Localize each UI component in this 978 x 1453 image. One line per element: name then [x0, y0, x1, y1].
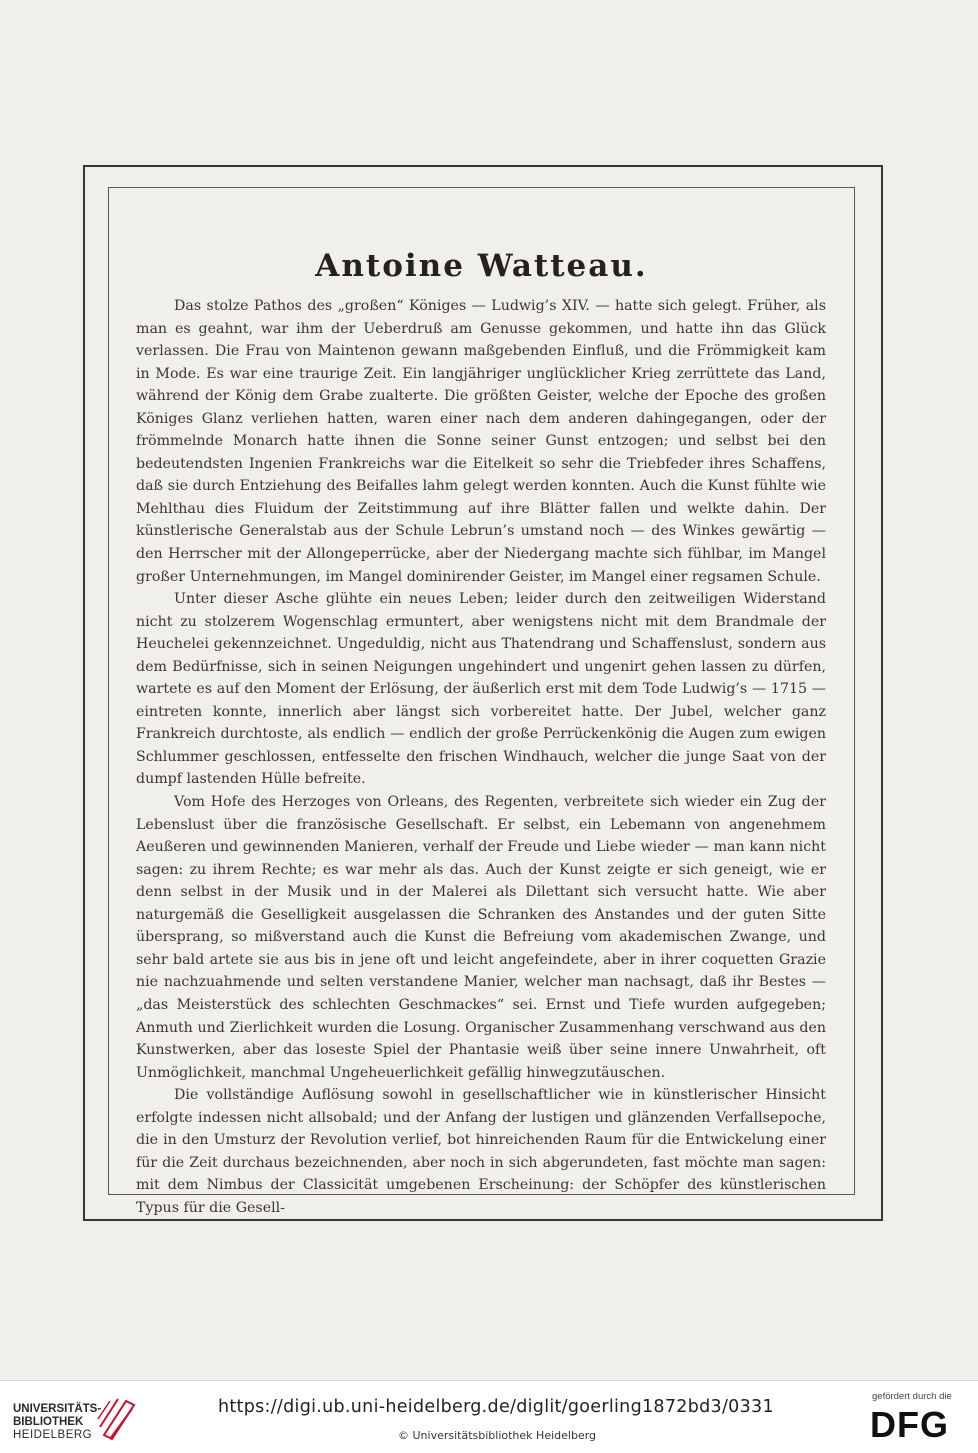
article-title: Antoine Watteau.	[315, 248, 648, 284]
library-name-line-2: BIBLIOTHEK	[13, 1416, 84, 1428]
viewer-footer	[0, 1380, 978, 1453]
permalink-url[interactable]: https://digi.ub.uni-heidelberg.de/diglit/goerling1872bd3/0331	[218, 1397, 774, 1417]
funding-label: gefördert durch die	[872, 1391, 952, 1402]
copyright-notice: © Universitätsbibliothek Heidelberg	[398, 1429, 597, 1442]
article-body	[136, 295, 826, 1219]
paragraph-1: Das stolze Pathos des „großen“ Königes — Ludwig’s XIV. — hatte sich gelegt. Früher, als man es geahnt, war ihm der Ueberdruß am Genusse gekommen, und hatte ihn das Glück verlassen. Die Frau von Maintenon gewann maßgebenden Einfluß, und die Frömmigkeit kam in Mode. Es war eine traurige Zeit. Ein langjähriger unglücklicher Krieg zerrüttete das Land, während der König dem Grabe zualterte. Die größten Geister, welche der Epoche des großen Königes Glanz verliehen hatten, waren einer nach dem anderen dahingegangen, oder der frömmelnde Monarch hatte ihnen die Sonne seiner Gunst entzogen; und selbst bei den bedeutendsten Ingenien Frankreichs war die Eitelkeit so sehr die Triebfeder ihres Schaffens, daß sie durch Entziehung des Beifalles lahm gelegt werden konnten. Auch die Kunst fühlte wie Mehlthau dies Fluidum der Zeitstimmung auf ihre Blätter fallen und welkte dahin. Der künstlerische Generalstab aus der Schule Lebrun’s umstand noch — des Winkes gewärtig — den Herrscher mit der Allongeperrücke, aber der Niedergang machte sich fühlbar, im Mangel großer Unternehmungen, im Mangel dominirender Geister, im Mangel einer regsamen Schule.	[136, 298, 826, 585]
library-logo-icon[interactable]	[96, 1395, 140, 1441]
paragraph-2: Unter dieser Asche glühte ein neues Leben; leider durch den zeitweiligen Widerstand nicht zu stolzerem Wogenschlag ermuntert, aber wenigstens nicht mit dem Brandmale der Heuchelei gekennzeichnet. Ungeduldig, nicht aus Thatendrang und Schaffenslust, sondern aus dem Bedürfnisse, sich in seinen Neigungen ungehindert und ungenirt gehen lassen zu dürfen, wartete es auf den Moment der Erlösung, der äußerlich erst mit dem Tode Ludwig’s — 1715 — eintreten konnte, innerlich aber längst sich vorbereitet hatte. Der Jubel, welcher ganz Frankreich durchtoste, als endlich — endlich der große Perrückenkönig die Augen zum ewigen Schlummer geschlossen, entfesselte den frischen Windhauch, welcher die junge Saat von der dumpf lastenden Hülle befreite.	[136, 591, 826, 788]
paragraph-4: Die vollständige Auflösung sowohl in gesellschaftlicher wie in künstlerischer Hinsicht erfolgte indessen nicht allsobald; und der Anfang der lustigen und glänzenden Verfallsepoche, die in den Umsturz der Revolution verlief, bot hinreichenden Raum für die Entwickelung einer für die Zeit durchaus bezeichnenden, aber noch in sich abgerundeten, fast möchte man sagen: mit dem Nimbus der Classicität umgebenen Erscheinung: der Schöpfer des künstlerischen Typus für die Gesell-	[136, 1087, 826, 1216]
library-name-line-3: HEIDELBERG	[13, 1429, 93, 1441]
dfg-logo[interactable]: DFG	[870, 1404, 949, 1445]
library-name-line-1: UNIVERSITÄTS-	[13, 1403, 102, 1415]
library-logo-text[interactable]	[13, 1403, 101, 1442]
paragraph-3: Vom Hofe des Herzoges von Orleans, des Regenten, verbreitete sich wieder ein Zug der Lebenslust über die französische Gesellschaft. Er selbst, ein Lebemann von angenehmem Aeußeren und gewinnenden Manieren, verhalf der Freude und Liebe wieder — man kann nicht sagen: zu ihrem Rechte; es war mehr als das. Auch der Kunst zeigte er sich geneigt, wie er denn selbst in der Musik und in der Malerei als Dilettant sich versucht hatte. Wie aber naturgemäß die Geselligkeit ausgelassen die Schranken des Anstandes und der guten Sitte übersprang, so mißverstand auch die Kunst die Befreiung vom akademischen Zwange, und sehr bald artete sie aus bis in jene oft und leicht angefeindete, aber in ihrer coquetten Grazie nie nachzuahmende und selten verstandene Manier, welcher man nachsagt, daß ihr Bestes — „das Meisterstück des schlechten Geschmackes“ sei. Ernst und Tiefe wurden aufgegeben; Anmuth und Zierlichkeit wurden die Losung. Organischer Zusammenhang verschwand aus den Kunstwerken, aber das loseste Spiel der Phantasie weiß über seine innere Unwahrheit, oft Unmöglichkeit, manchmal Ungeheuerlichkeit gefällig hinwegzutäuschen.	[136, 794, 826, 1081]
